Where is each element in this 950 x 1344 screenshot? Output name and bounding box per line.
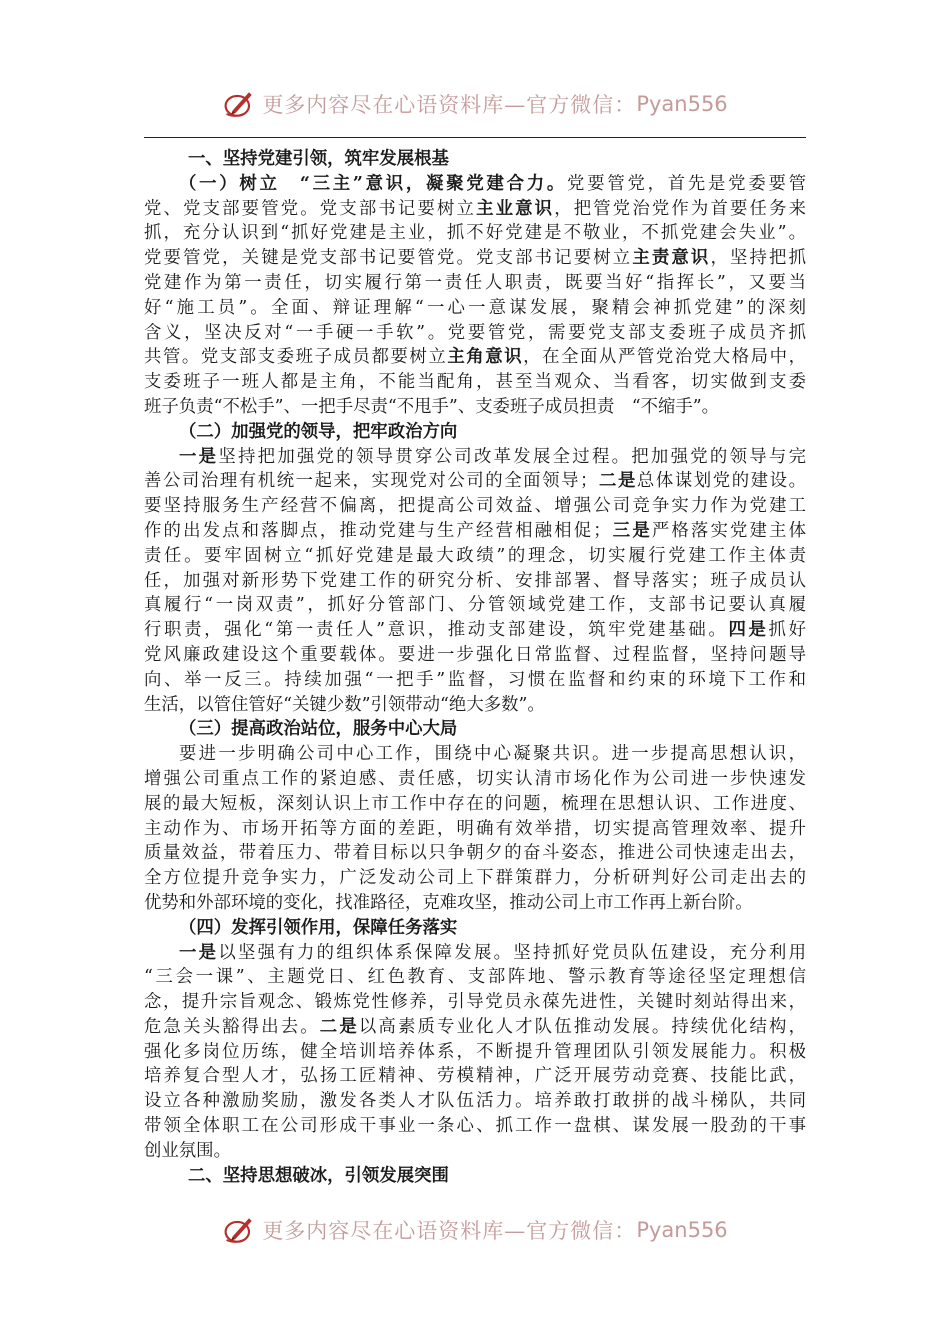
text-line bbox=[144, 742, 806, 767]
bold-text: 二是 bbox=[319, 1016, 359, 1037]
text-line bbox=[144, 469, 806, 494]
text-line bbox=[144, 197, 806, 222]
text-line bbox=[144, 221, 806, 246]
text-line bbox=[144, 172, 806, 197]
text-run: 要坚持服务生产经营不偏离，把提高公司效益、增强公司竞争实力作为党建工 bbox=[144, 496, 806, 517]
text-run: 党、党支部要管党。党支部书记要树立 bbox=[144, 198, 477, 219]
text-line bbox=[144, 271, 806, 296]
text-run: 以高素质专业化人才队伍推动发展。持续优化结构， bbox=[358, 1016, 806, 1037]
text-line bbox=[144, 569, 806, 594]
text-run: 抓，充分认识到“抓好党建是主业，抓不好党建是不敬业，不抓党建会失业”。 bbox=[144, 223, 806, 244]
bold-text: 三是 bbox=[610, 520, 652, 541]
text-run: 党建作为第一责任，切实履行第一责任人职责，既要当好“指挥长”，又要当 bbox=[144, 272, 806, 293]
section-heading bbox=[144, 420, 806, 445]
text-run: 增强公司重点工作的紧迫感、责任感，切实认清市场化作为公司进一步快速发 bbox=[144, 768, 806, 789]
pen-logo-icon bbox=[222, 86, 258, 122]
text-run: 党要管党，首先是党委要管 bbox=[567, 173, 806, 194]
text-line bbox=[144, 1139, 806, 1164]
text-run: 优势和外部环境的变化，找准路径，克难攻坚，推动公司上市工作再上新台阶。 bbox=[144, 892, 753, 913]
text-line bbox=[144, 643, 806, 668]
text-run: 坚持把加强党的领导贯穿公司改革发展全过程。把加强党的领导与完 bbox=[218, 446, 806, 467]
text-line bbox=[144, 817, 806, 842]
text-run: 支委班子一班人都是主角，不能当配角，甚至当观众、当看客，切实做到支委 bbox=[144, 372, 806, 393]
text-run: ，把管党治党作为首要任务来 bbox=[554, 198, 806, 219]
text-run: “三会一课”、主题党日、红色教育、支部阵地、警示教育等途径坚定理想信 bbox=[144, 967, 806, 988]
banner-handle: Pyan556 bbox=[636, 1218, 728, 1242]
text-line bbox=[144, 445, 806, 470]
text-run: 含义，坚决反对“一手硬一手软”。党要管党，需要党支部支委班子成员齐抓 bbox=[144, 322, 806, 343]
bold-text: 二、坚持思想破冰，引领发展突围 bbox=[188, 1165, 449, 1186]
text-run: 真履行“一岗双责”，抓好分管部门、分管领域党建工作，支部书记要认真履 bbox=[144, 595, 806, 616]
section-heading bbox=[144, 717, 806, 742]
bold-text: 一、坚持党建引领，筑牢发展根基 bbox=[188, 149, 449, 169]
bold-text: （三）提高政治站位，服务中心大局 bbox=[179, 719, 458, 740]
text-line bbox=[144, 668, 806, 693]
text-line bbox=[144, 1064, 806, 1089]
document-body bbox=[144, 147, 806, 1188]
text-run: 念，提升宗旨观念、锻炼党性修养，引导党员永葆先进性，关键时刻站得出来， bbox=[144, 992, 806, 1013]
text-run: 危急关头豁得出去。 bbox=[144, 1016, 320, 1037]
text-run: 作的出发点和落脚点，推动党建与生产经营相融相促； bbox=[144, 520, 611, 541]
text-run: 党风廉政建设这个重要载体。要进一步强化日常监督、过程监督，坚持问题导 bbox=[144, 644, 806, 665]
section-heading bbox=[144, 147, 806, 172]
text-line bbox=[144, 792, 806, 817]
bold-text: 主角意识 bbox=[447, 347, 524, 368]
text-line bbox=[144, 693, 806, 718]
bold-text: 四是 bbox=[728, 620, 769, 641]
text-line bbox=[144, 1114, 806, 1139]
text-run: 党要管党，关键是党支部书记要管党。党支部书记要树立 bbox=[144, 248, 633, 269]
text-line bbox=[144, 618, 806, 643]
text-line bbox=[144, 866, 806, 891]
text-line bbox=[144, 1040, 806, 1065]
pen-logo-icon bbox=[222, 1212, 258, 1248]
text-line bbox=[144, 891, 806, 916]
text-line bbox=[144, 841, 806, 866]
text-run: 班子负责“不松手”、一把手尽责“不甩手”、支委班子成员担责 “不缩手”。 bbox=[144, 396, 720, 417]
text-line bbox=[144, 519, 806, 544]
text-line bbox=[144, 990, 806, 1015]
banner-text: 更多内容尽在心语资料库—官方微信： bbox=[262, 93, 637, 117]
text-line bbox=[144, 965, 806, 990]
text-run: 生活，以管住管好“关键少数”引领带动“绝大多数”。 bbox=[144, 694, 545, 715]
text-run: 设立各种激励奖励，激发各类人才队伍活力。培养敢打敢拼的战斗梯队，共同 bbox=[144, 1091, 806, 1112]
text-line bbox=[144, 593, 806, 618]
section-heading bbox=[144, 1164, 806, 1189]
text-line bbox=[144, 1015, 806, 1040]
text-line bbox=[144, 296, 806, 321]
bold-text: （四）发挥引领作用，保障任务落实 bbox=[179, 917, 458, 938]
text-run: 总体谋划党的建设。 bbox=[636, 471, 806, 492]
bold-text: 二是 bbox=[597, 471, 637, 492]
text-run: 主动作为、市场开拓等方面的差距，明确有效举措，切实提高管理效率、提升 bbox=[144, 818, 806, 839]
text-line bbox=[144, 246, 806, 271]
bold-text: 一是 bbox=[179, 446, 219, 467]
text-run: 培养复合型人才，弘扬工匠精神、劳模精神，广泛开展劳动竞赛、技能比武， bbox=[144, 1066, 806, 1087]
text-line bbox=[144, 544, 806, 569]
bold-text: 一是 bbox=[179, 942, 219, 963]
text-run: ，坚持把抓 bbox=[710, 248, 806, 269]
text-run: ，在全面从严管党治党大格局中， bbox=[523, 347, 806, 368]
text-run: 质量效益，带着压力、带着目标以只争朝夕的奋斗姿态，推进公司快速走出去， bbox=[144, 843, 806, 864]
banner-text: 更多内容尽在心语资料库—官方微信： bbox=[262, 1219, 637, 1243]
bold-text: （一）树立 “三主”意识，凝聚党建合力。 bbox=[179, 173, 568, 194]
text-line bbox=[144, 941, 806, 966]
text-run: 带领全体职工在公司形成干事业一条心、抓工作一盘棋、谋发展一股劲的干事 bbox=[144, 1116, 806, 1137]
text-line bbox=[144, 1089, 806, 1114]
text-line bbox=[144, 321, 806, 346]
text-run: 要进一步明确公司中心工作，围绕中心凝聚共识。进一步提高思想认识， bbox=[179, 744, 806, 765]
footer-watermark-banner bbox=[0, 1210, 950, 1250]
text-run: 共管。党支部支委班子成员都要树立 bbox=[144, 347, 448, 368]
text-run: 好“施工员”。全面、辩证理解“一心一意谋发展，聚精会神抓党建”的深刻 bbox=[144, 297, 806, 318]
bold-text: 主责意识 bbox=[632, 248, 711, 269]
header-rule bbox=[144, 137, 806, 138]
text-run: 以坚强有力的组织体系保障发展。坚持抓好党员队伍建设，充分利用 bbox=[218, 942, 806, 963]
bold-text: 主业意识 bbox=[476, 198, 555, 219]
text-line bbox=[144, 370, 806, 395]
text-run: 善公司治理有机统一起来，实现党对公司的全面领导； bbox=[144, 471, 598, 492]
text-run: 任，加强对新形势下党建工作的研究分析、安排部署、督导落实；班子成员认 bbox=[144, 570, 806, 591]
text-run: 创业氛围。 bbox=[144, 1140, 231, 1161]
text-line bbox=[144, 767, 806, 792]
text-run: 行职责，强化“第一责任人”意识，推动支部建设，筑牢党建基础。 bbox=[144, 620, 729, 641]
text-run: 责任。要牢固树立“抓好党建是最大政绩”的理念，切实履行党建工作主体责 bbox=[144, 545, 806, 566]
text-line bbox=[144, 345, 806, 370]
text-line bbox=[144, 494, 806, 519]
header-watermark-banner bbox=[0, 84, 950, 124]
banner-handle: Pyan556 bbox=[636, 92, 728, 116]
section-heading bbox=[144, 916, 806, 941]
bold-text: （二）加强党的领导，把牢政治方向 bbox=[179, 421, 458, 442]
text-run: 展的最大短板，深刻认识上市工作中存在的问题，梳理在思想认识、工作进度、 bbox=[144, 793, 806, 814]
text-run: 抓好 bbox=[768, 620, 806, 641]
text-run: 严格落实党建主体 bbox=[651, 520, 806, 541]
text-run: 强化多岗位历练，健全培训培养体系，不断提升管理团队引领发展能力。积极 bbox=[144, 1041, 806, 1062]
text-line bbox=[144, 395, 806, 420]
text-run: 全方位提升竞争实力，广泛发动公司上下群策群力，分析研判好公司走出去的 bbox=[144, 868, 806, 889]
text-run: 向、举一反三。持续加强“一把手”监督，习惯在监督和约束的环境下工作和 bbox=[144, 669, 806, 690]
